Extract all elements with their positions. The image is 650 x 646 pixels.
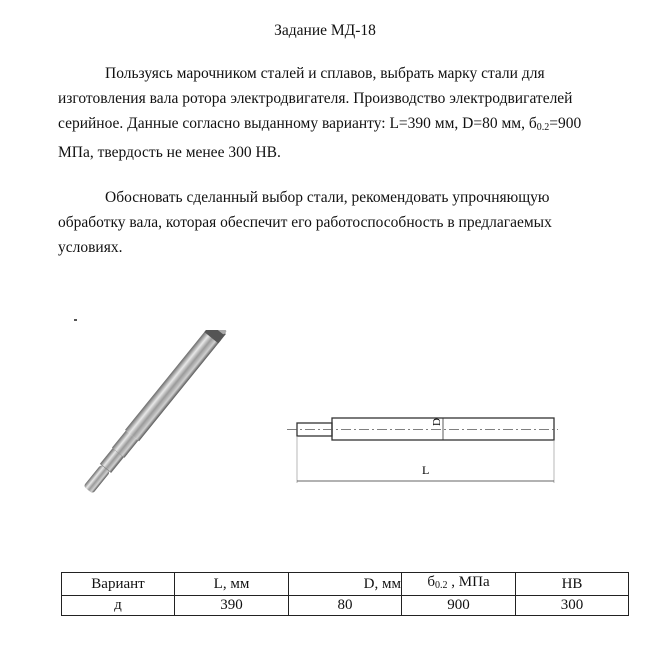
cell-variant: д (62, 596, 175, 616)
paragraph-text: Пользуясь марочником сталей и сплавов, выбрать марку стали для изготовления вала ротора электродвигателя. Производство электродвигателей серийное. Данные согласно выданному варианту: L=390 мм, D=80 мм, (58, 65, 573, 132)
variant-table (61, 572, 629, 616)
table-header-row (62, 573, 629, 596)
header-diameter: D, мм (289, 573, 402, 596)
sigma-symbol: б (528, 115, 537, 132)
paragraph-text: Обосновать сделанный выбор стали, рекомендовать упрочняющую обработку вала, которая обеспечит его работоспособность в предлагаемых условиях. (58, 189, 552, 256)
cell-length: 390 (175, 596, 289, 616)
diameter-label: D (431, 418, 443, 426)
paragraph-tail: =900 МПа, твердость не менее 300 НВ. (58, 115, 582, 161)
cell-yield-strength: 900 (402, 596, 516, 616)
shaft-drawing (285, 405, 560, 485)
length-label: L (422, 463, 430, 477)
task-paragraph-1 (58, 61, 618, 165)
shaft-photo (70, 330, 280, 505)
header-yield-strength: $б_{0.2}$ , МПа (402, 573, 516, 596)
header-length: L, мм (175, 573, 289, 596)
stray-mark (74, 319, 77, 321)
task-paragraph-2 (58, 185, 618, 260)
cell-hardness: 300 (516, 596, 629, 616)
header-hardness: HB (516, 573, 629, 596)
sigma-subscript: 0.2 (536, 122, 550, 133)
cell-diameter: 80 (289, 596, 402, 616)
table-row (62, 596, 629, 616)
task-title: Задание МД-18 (274, 22, 376, 39)
header-variant: Вариант (62, 573, 175, 596)
